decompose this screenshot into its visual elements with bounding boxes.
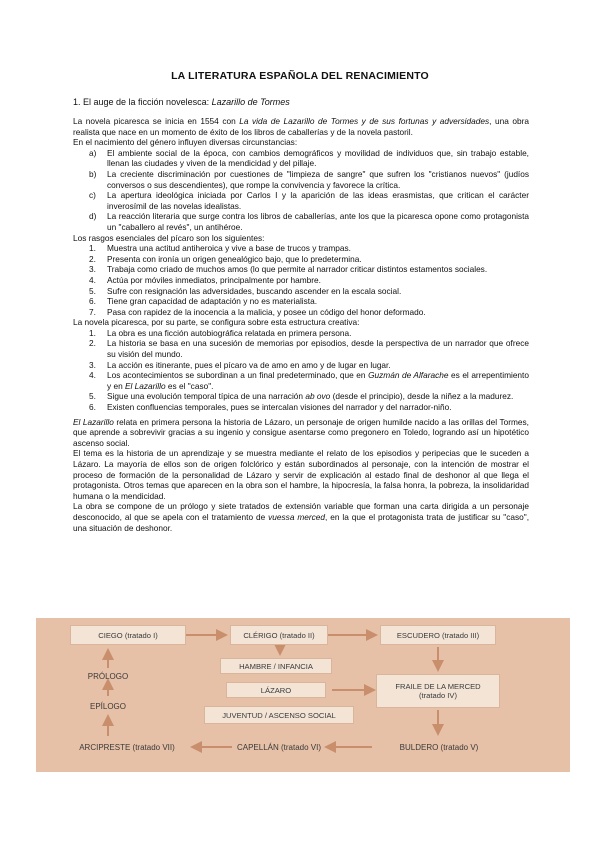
diagram-box-clerigo: CLÉRIGO (tratado II) [230,625,328,645]
list-marker: 3. [89,359,96,370]
diagram-label-capellan: CAPELLÁN (tratado VI) [236,742,322,752]
closing-text: relata en primera persona la historia de Lázaro, un personaje de origen humilde nacido a las orillas del Tormes, que aprende a sobrevivir gracias a su ingenio y consigue asentarse como pregonero en Toledo, logrando así un hipotético ascenso social. [73,416,529,448]
list-marker: a) [89,147,97,158]
page-title: LA LITERATURA ESPAÑOLA DEL RENACIMIENTO [171,70,429,82]
list-item [73,307,529,318]
list-marker: 5. [89,391,96,402]
list-item-text: La acción es itinerante, pues el pícaro va de amo en amo y de lugar en lugar. [107,359,391,370]
diagram-box-ciego: CIEGO (tratado I) [70,625,186,645]
structure-diagram [36,618,570,772]
list-item-text: Sigue una evolución temporal típica de una narración [107,391,306,402]
list-item [73,148,529,169]
closing-italic-title: El Lazarillo [73,416,114,427]
list-item [73,254,529,265]
list-marker: 3. [89,264,96,275]
list-item-text: Los acontecimientos se subordinan a un final predeterminado, que en [107,370,369,381]
list-item [73,360,529,371]
list-item [73,169,529,190]
list-item [73,338,529,359]
list-marker: 6. [89,296,96,307]
rasgos-list [73,243,529,317]
list-marker: 4. [89,370,96,381]
intro-circumstances-lead: En el nacimiento del género influyen diversas circunstancias: [73,137,298,148]
list-item-italic: El Lazarillo [125,380,166,391]
list-marker: c) [89,190,96,201]
closing-text: La obra se compone de un prólogo y siete tratados de extensión variable que forman una carta dirigida a un personaje desconocido, al que se apela con el tratamiento de [73,501,529,522]
diagram-box-fraile [376,674,500,708]
estructura-list [73,328,529,413]
list-marker: b) [89,168,97,179]
list-item-text: Trabaja como criado de muchos amos (lo que permite al narrador criticar distintos estamentos sociales. [107,264,488,275]
list-item [73,370,529,391]
list-item-text: La historia se basa en una sucesión de memorias por episodios, desde la perspectiva de un narrador que ofrece su visión del mundo. [107,338,529,360]
list-item-text: es el arrepentimiento y en [107,370,529,391]
closing-paragraph-2: El tema es la historia de un aprendizaje y se muestra mediante el relato de los episodios y peripecias que le suceden a Lázaro. La mayoría de ellos son de origen folclórico y están subordinados al personaje, con la intención de mostrar el proceso de formación de la personalidad de Lázaro y servir de explicación al estado final de deshonor al que llega el protagonista. Otros temas que aparecen en la obra son el hambre, la hipocresía, la falsa honra, la pobreza, la insolidaridad humana o la mendicidad. [73,448,529,501]
list-item-text: Existen confluencias temporales, pues se intercalan visiones del narrador y del narrador-niño. [107,402,452,413]
section-heading-text: 1. El auge de la ficción novelesca: [73,97,212,107]
section-heading [73,97,290,107]
closing-paragraph-3 [73,501,529,533]
list-item-text: Sufre con resignación las adversidades, buscando ascender en la escala social. [107,285,402,296]
section-heading-italic: Lazarillo de Tormes [211,97,290,107]
list-item-text: es el "caso". [165,380,214,391]
list-item-text: La obra es una ficción autobiográfica relatada en primera persona. [107,327,352,338]
list-item-text: Presenta con ironía un origen genealógico bajo, que lo predetermina. [107,253,362,264]
diagram-box-lazaro: LÁZARO [226,682,326,698]
rasgos-lead: Los rasgos esenciales del pícaro son los siguientes: [73,232,265,243]
document-body [73,116,529,533]
diagram-box-escudero: ESCUDERO (tratado III) [380,625,496,645]
diagram-label-buldero: BULDERO (tratado V) [399,742,479,752]
list-item [73,391,529,402]
list-marker: 7. [89,306,96,317]
list-marker: 2. [89,338,96,349]
diagram-box-juventud: JUVENTUD / ASCENSO SOCIAL [204,706,354,724]
list-marker: 1. [89,243,96,254]
diagram-label-epilogo: EPÍLOGO [89,701,126,711]
list-marker: 4. [89,274,96,285]
closing-text: , en la que el protagonista trata de justificar su "caso", una situación de deshonor. [73,511,529,533]
list-item-italic: ab ovo [305,391,331,402]
diagram-box-hambre: HAMBRE / INFANCIA [220,658,332,674]
intro-italic-title: La vida de Lazarillo de Tormes y de sus fortunas y adversidades [239,116,490,126]
diagram-label-prologo: PRÓLOGO [87,671,129,681]
closing-italic: vuessa merced [268,511,326,522]
intro-text-b: , una obra realista que nace en un momento de éxito de los libros de caballerías y de la novela pastoril. [73,116,529,137]
estructura-lead: La novela picaresca, por su parte, se configura sobre esta estructura creativa: [73,317,360,328]
list-item [73,402,529,413]
list-marker: d) [89,211,97,222]
diagram-fraile-sub: (tratado IV) [419,691,457,700]
intro-paragraph [73,116,529,137]
intro-text-a: La novela picaresca se inicia en 1554 con [73,116,240,126]
list-item-text: La creciente discriminación por cuestiones de "limpieza de sangre" que sufren los "cristianos nuevos" (judíos conversos o sus descendientes), que rompe la convivencia y favorece la crítica. [107,168,529,190]
diagram-fraile-label: FRAILE DE LA MERCED [395,682,481,691]
list-item-text: Actúa por móviles inmediatos, principalmente por hambre. [107,274,321,285]
list-item [73,211,529,232]
list-item-text: El ambiente social de la época, con cambios demográficos y movilidad de individuos que, sin trabajo estable, llenan las ciudades y viven de la mendicidad y del pillaje. [107,147,529,169]
list-item [73,190,529,211]
list-item-text: (desde el principio), desde la niñez a la madurez. [330,391,514,402]
list-item-italic: Guzmán de Alfarache [368,370,449,381]
list-item-text: La reacción literaria que surge contra los libros de caballerías, ante los que la picaresca opone como protagonista un "caballero al revés", un antihéroe. [107,211,529,232]
list-item [73,296,529,307]
list-item [73,264,529,275]
list-item [73,243,529,254]
circumstances-list [73,148,529,233]
list-marker: 1. [89,327,96,338]
list-item-text: Muestra una actitud antiheroica y vive a base de trucos y trampas. [107,243,351,254]
list-item [73,328,529,339]
list-marker: 5. [89,285,96,296]
list-marker: 2. [89,253,96,264]
closing-paragraph-1 [73,417,529,449]
diagram-label-arcipreste: ARCIPRESTE (tratado VII) [79,742,175,752]
list-item-text: La apertura ideológica iniciada por Carlos I y la aparición de las ideas erasmistas, que critican el carácter inverosímil de las novelas idealistas. [107,190,529,211]
list-item-text: Pasa con rapidez de la inocencia a la malicia, y posee un código del honor deformado. [107,306,426,317]
list-item-text: Tiene gran capacidad de adaptación y no es materialista. [107,296,318,307]
list-item [73,275,529,286]
list-marker: 6. [89,402,96,413]
list-item [73,286,529,297]
